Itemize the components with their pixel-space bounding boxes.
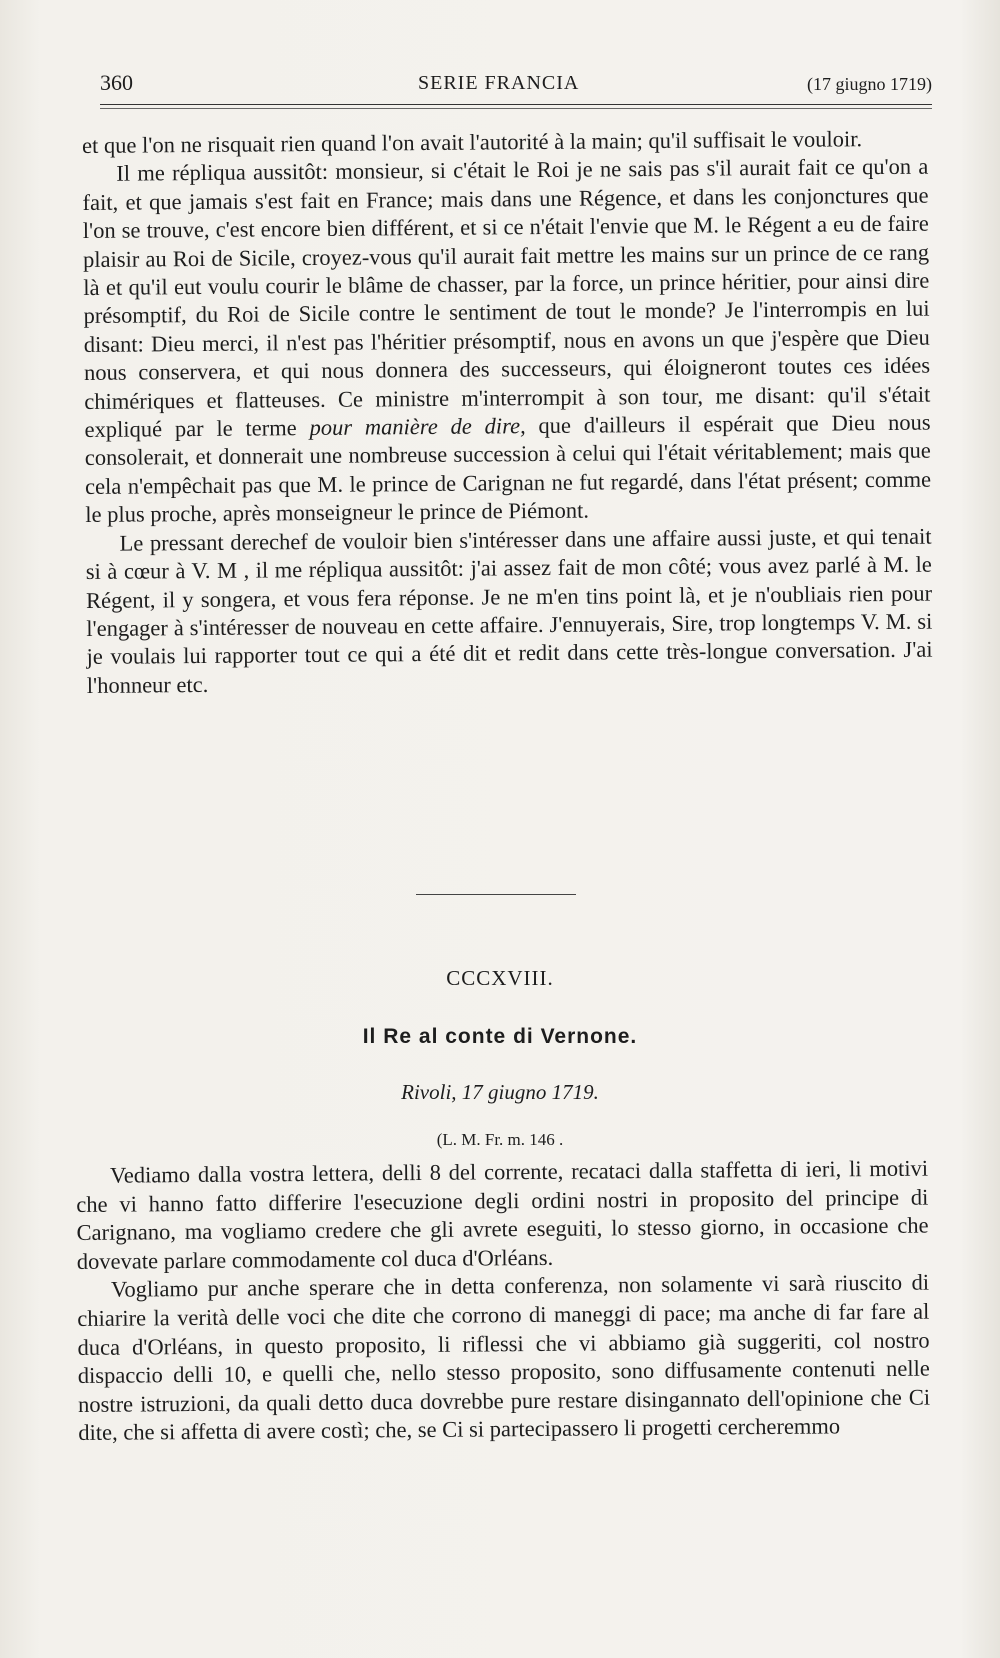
paragraph: Le pressant derechef de vouloir bien s'intéresser dans une affaire aussi juste, et qui tenait si à cœur à V. M , il me répliqua aussitôt: j'ai assez fait de mon côté; vous avez parlé à M. le Régent, il y songera, et vous fera réponse. Je ne m'en tins point là, et je n'oubliais rien pour l'engager à s'intéresser de nouveau en cette affaire. J'ennuyerais, Sire, trop longtemps V. M. si je voulais lui rapporter tout ce qui a été dit et redit dans cette très-longue conversation. J'ai l'honneur etc. <box>85 523 933 698</box>
french-letter-text <box>82 125 933 700</box>
paragraph-text: Il me répliqua aussitôt: monsieur, si c'était le Roi je ne sais pas s'il aurait fait ce qu'on a fait, et que jamais s'est fait en France; mais dans une Régence, et dans les conjonctures que l'on se trouve, c'est encore bien différent, et si ce n'était l'envie que M. le Régent a eu de faire plaisir au Roi de Sicile, croyez-vous qu'il aurait fait mettre les mains sur un prince de ce rang là et qu'il eut voulu courir le blâme de chasser, par la force, un prince héritier, pour ainsi dire présomptif, du Roi de Sicile contre le sentiment de tout le monde? Je l'interrompis en lui disant: Dieu merci, il n'est pas l'héritier présomptif, nous en avons un que j'espère que Dieu nous conservera, et qui nous donnera des successeurs, qui éloigneront toutes ces idées chimériques et flatteuses. Ce ministre m'interrompit à son tour, me disant: qu'il s'était expliqué par le terme <box>82 154 931 443</box>
paragraph-text: que d'ailleurs il espérait que Dieu nous consolerait, et donnerait une nombreuse succession à celui qui l'était véritablement; mais que cela n'empêchait pas que M. le prince de Carignan ne fut regardé, dans l'état présent; comme le plus proche, après monseigneur le prince de Piémont. <box>84 409 932 528</box>
italian-letter-text <box>76 1155 930 1448</box>
italic-phrase: pour manière de dire, <box>309 413 526 441</box>
paragraph <box>82 153 931 530</box>
document-number: CCCXVIII. <box>446 966 554 990</box>
paragraph: Vediamo dalla vostra lettera, delli 8 del corrente, recataci dalla staffetta di ieri, li motivi che vi hanno fatto differire l'esecuzione degli ordini nostri in proposito del principe di Carignano, ma vogliamo credere che gli avrete eseguiti, lo stesso giorno, in occasione che dovevate parlare commodamente col duca d'Orléans. <box>76 1155 929 1274</box>
running-title: SERIE FRANCIA <box>418 72 580 94</box>
page-number: 360 <box>100 70 133 95</box>
paragraph: Vogliamo pur anche sperare che in detta conferenza, non solamente vi sarà riuscito di chiarire la verità delle voci che dite che corrono di maneggi di pace; ma anche di far fare al duca d'Orléans, in questo proposito, li riflessi che vi abbiamo già suggeriti, col nostro dispaccio delli 10, e quelli che, nello stesso proposito, sono diffusamente contenuti nelle nostre istruzioni, da quali detto duca dovrebbe pure restare disingannato dell'opinione che Ci dite, che si affetta di avere costì; che, se Ci si partecipassero li progetti cercheremmo <box>77 1269 931 1446</box>
document-title: Il Re al conte di Vernone. <box>362 1025 638 1048</box>
section-separator <box>416 894 576 895</box>
document-place-date: Rivoli, 17 giugno 1719. <box>401 1080 599 1104</box>
header-rule-thin <box>100 108 932 109</box>
header-date: (17 giugno 1719) <box>807 74 932 94</box>
page-header <box>100 70 932 104</box>
header-rule <box>100 104 932 105</box>
paragraph: et que l'on ne risquait rien quand l'on avait l'autorité à la main; qu'il suffisait le vouloir. <box>82 126 863 158</box>
document-source: (L. M. Fr. m. 146 . <box>436 1130 564 1149</box>
